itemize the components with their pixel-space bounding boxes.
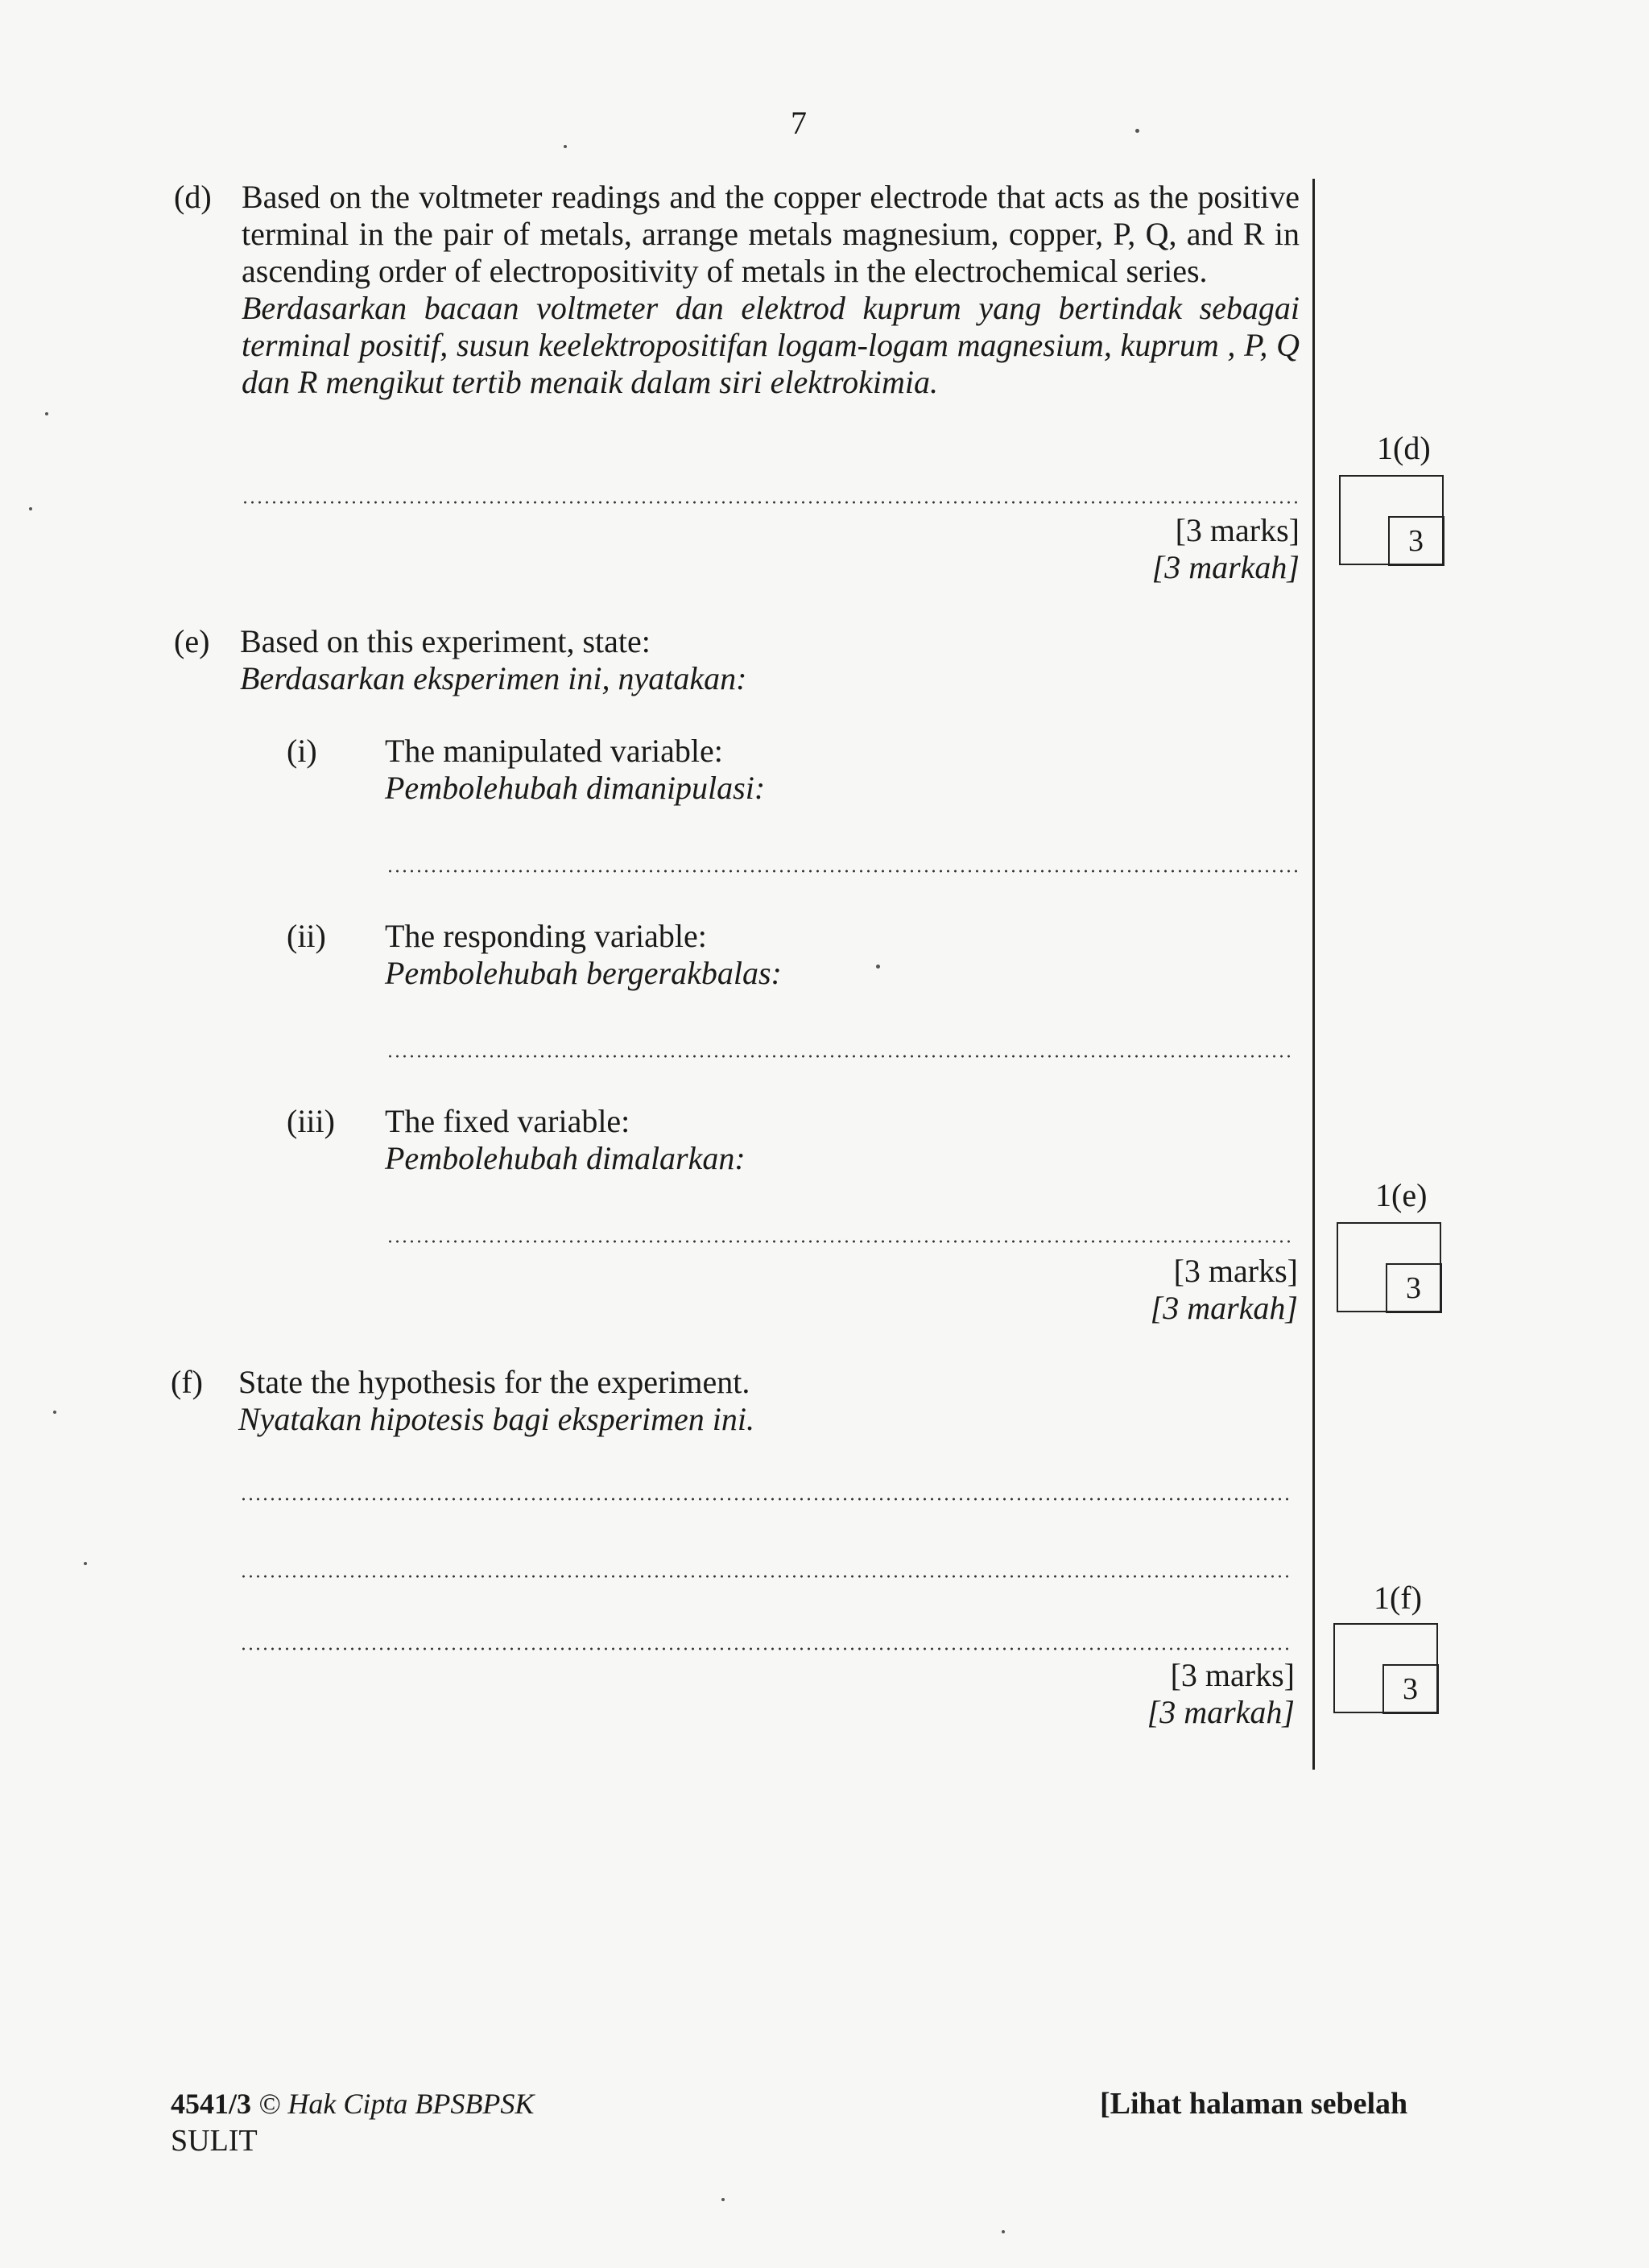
scan-speck — [53, 1411, 56, 1414]
scan-speck — [45, 412, 48, 415]
max-score-e: 3 — [1386, 1263, 1442, 1313]
scan-speck — [721, 2198, 725, 2201]
question-d-ms-line-1: Berdasarkan bacaan voltmeter dan elektrod kuprum yang bertindak sebagai — [242, 290, 1300, 326]
item-ii-num: (ii) — [287, 918, 326, 954]
marks-e-en: [3 marks] — [1173, 1253, 1298, 1289]
scan-speck — [84, 1562, 87, 1565]
max-score-f: 3 — [1382, 1664, 1439, 1714]
score-box-f — [1333, 1623, 1438, 1713]
answer-line-e-i[interactable] — [386, 870, 1298, 873]
scan-speck — [876, 965, 880, 969]
marks-d-en: [3 marks] — [1175, 512, 1300, 548]
scan-speck — [564, 145, 567, 148]
scan-speck — [1002, 2230, 1005, 2233]
question-d-ms-line-3: dan R mengikut tertib menaik dalam siri elektrokimia. — [242, 364, 939, 400]
question-d-en-line-3: ascending order of electropositivity of metals in the electrochemical series. — [242, 253, 1208, 289]
item-ii-ms: Pembolehubah bergerakbalas: — [385, 955, 782, 991]
question-d-label: (d) — [174, 179, 212, 215]
question-d-en-line-1: Based on the voltmeter readings and the copper electrode that acts as the positive — [242, 179, 1300, 215]
question-f-ms: Nyatakan hipotesis bagi eksperimen ini. — [238, 1401, 755, 1437]
item-iii-ms: Pembolehubah dimalarkan: — [385, 1140, 746, 1176]
item-iii-num: (iii) — [287, 1103, 335, 1139]
answer-line-d[interactable] — [242, 501, 1298, 504]
marks-f-en: [3 marks] — [1170, 1657, 1295, 1693]
question-e-en: Based on this experiment, state: — [240, 623, 651, 659]
marks-e-ms: [3 markah] — [1150, 1290, 1298, 1326]
max-score-d: 3 — [1388, 516, 1444, 566]
scan-speck — [1135, 129, 1139, 133]
answer-line-f-1[interactable] — [240, 1498, 1293, 1501]
copyright: © Hak Cipta BPSBPSK — [258, 2088, 535, 2120]
item-iii-en: The fixed variable: — [385, 1103, 630, 1139]
score-box-e — [1337, 1222, 1441, 1312]
footer-code-line — [171, 2085, 534, 2122]
question-f-label: (f) — [171, 1364, 203, 1400]
scan-speck — [29, 507, 32, 510]
question-d-text — [242, 179, 1300, 401]
next-page-note: [Lihat halaman sebelah — [1100, 2087, 1408, 2121]
box-label-e: 1(e) — [1375, 1177, 1428, 1213]
question-e-ms: Berdasarkan eksperimen ini, nyatakan: — [240, 660, 747, 696]
item-i-num: (i) — [287, 733, 317, 769]
marks-d-ms: [3 markah] — [1151, 549, 1300, 585]
answer-line-f-3[interactable] — [240, 1647, 1293, 1650]
box-label-d: 1(d) — [1377, 430, 1431, 466]
page-number: 7 — [791, 105, 807, 141]
question-d-en-line-2: terminal in the pair of metals, arrange metals magnesium, copper, P, Q, and R in — [242, 216, 1300, 252]
item-i-ms: Pembolehubah dimanipulasi: — [385, 770, 766, 806]
margin-divider — [1312, 179, 1315, 1770]
item-ii-en: The responding variable: — [385, 918, 707, 954]
box-label-f: 1(f) — [1374, 1580, 1422, 1616]
answer-line-f-2[interactable] — [240, 1575, 1293, 1578]
item-i-en: The manipulated variable: — [385, 733, 723, 769]
answer-line-e-ii[interactable] — [386, 1055, 1292, 1058]
paper-code: 4541/3 — [171, 2088, 252, 2120]
score-box-d — [1339, 475, 1444, 565]
sulit-label: SULIT — [171, 2124, 258, 2158]
question-e-label: (e) — [174, 623, 210, 659]
answer-line-e-iii[interactable] — [386, 1240, 1292, 1243]
question-f-en: State the hypothesis for the experiment. — [238, 1364, 750, 1400]
marks-f-ms: [3 markah] — [1147, 1694, 1295, 1730]
question-d-ms-line-2: terminal positif, susun keelektropositifan logam-logam magnesium, kuprum , P, Q — [242, 327, 1300, 363]
